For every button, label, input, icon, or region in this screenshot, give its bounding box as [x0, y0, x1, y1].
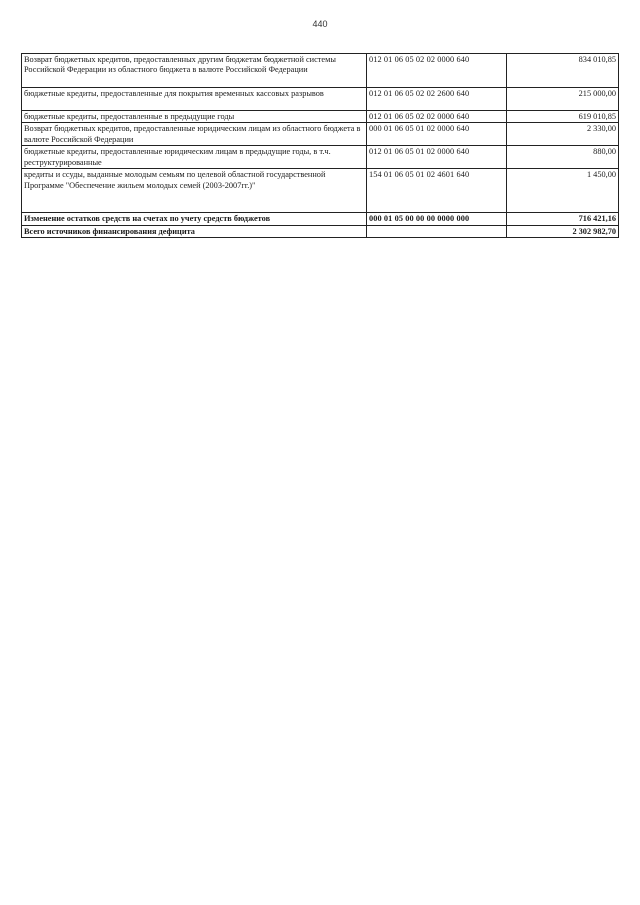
- row-sum: 880,00: [507, 146, 619, 169]
- row-name: бюджетные кредиты, предоставленные юридическим лицам в предыдущие годы, в т.ч. реструктурированные: [22, 146, 367, 169]
- row-code: 012 01 06 05 02 02 2600 640: [367, 88, 507, 111]
- row-sum: 2 330,00: [507, 123, 619, 146]
- row-sum: 716 421,16: [507, 213, 619, 225]
- row-name: кредиты и ссуды, выданные молодым семьям по целевой областной государственной Программе "Обеспечение жильем молодых семей (2003-2007гг.)": [22, 169, 367, 213]
- row-sum: 215 000,00: [507, 88, 619, 111]
- row-name: Возврат бюджетных кредитов, предоставленных другим бюджетам бюджетной системы Российской Федерации из областного бюджета в валюте Российской Федерации: [22, 54, 367, 88]
- page-number: 440: [312, 19, 328, 29]
- row-name: бюджетные кредиты, предоставленные в предыдущие годы: [22, 111, 367, 123]
- financing-sources-table: [21, 53, 619, 238]
- row-code: 012 01 06 05 01 02 0000 640: [367, 146, 507, 169]
- row-name: Всего источников финансирования дефицита: [22, 225, 367, 237]
- row-sum: 1 450,00: [507, 169, 619, 213]
- row-name: бюджетные кредиты, предоставленные для покрытия временных кассовых разрывов: [22, 88, 367, 111]
- table-row: [22, 123, 619, 146]
- row-sum: 834 010,85: [507, 54, 619, 88]
- row-sum: 619 010,85: [507, 111, 619, 123]
- row-code: 154 01 06 05 01 02 4601 640: [367, 169, 507, 213]
- table-row: [22, 111, 619, 123]
- row-code: 012 01 06 05 02 02 0000 640: [367, 54, 507, 88]
- row-code: [367, 225, 507, 237]
- row-name: Изменение остатков средств на счетах по учету средств бюджетов: [22, 213, 367, 225]
- table-row: [22, 146, 619, 169]
- table-row: [22, 54, 619, 88]
- row-code: 000 01 06 05 01 02 0000 640: [367, 123, 507, 146]
- table-row-change-balances: [22, 213, 619, 225]
- table-row: [22, 169, 619, 213]
- row-code: 012 01 06 05 02 02 0000 640: [367, 111, 507, 123]
- table-row-total: [22, 225, 619, 237]
- row-name: Возврат бюджетных кредитов, предоставленные юридическим лицам из областного бюджета в валюте Российской Федерации: [22, 123, 367, 146]
- row-sum: 2 302 982,70: [507, 225, 619, 237]
- table-row: [22, 88, 619, 111]
- row-code: 000 01 05 00 00 00 0000 000: [367, 213, 507, 225]
